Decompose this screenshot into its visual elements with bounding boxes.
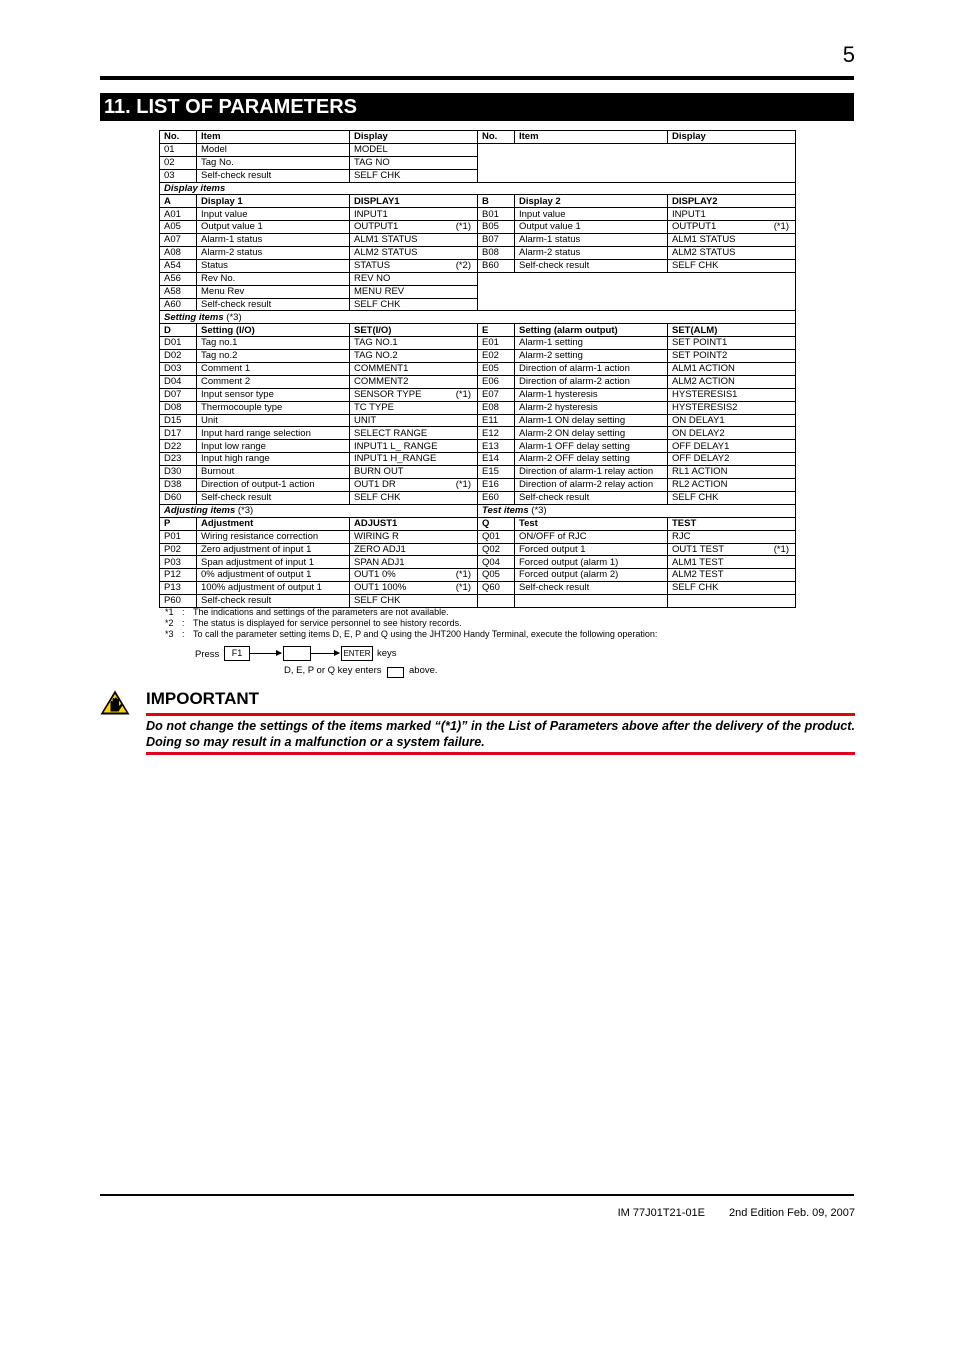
param-display: SPAN ADJ1: [350, 556, 478, 569]
footnote-mark: (*1): [773, 543, 789, 555]
arrow-right-icon: [311, 653, 339, 654]
group-label-text: Adjusting items: [164, 505, 236, 517]
param-no: E01: [478, 337, 515, 350]
group-label-row: [160, 311, 796, 324]
parameter-table: [159, 130, 796, 608]
table-row: [160, 569, 796, 582]
param-display: [350, 569, 478, 582]
param-item: Self-check result: [515, 259, 668, 272]
group-header-cell: Setting (I/O): [197, 324, 350, 337]
group-label: [478, 504, 796, 517]
param-no: D22: [160, 440, 197, 453]
param-display: SELECT RANGE: [350, 427, 478, 440]
param-item: Self-check result: [515, 491, 668, 504]
group-header-cell: Setting (alarm output): [515, 324, 668, 337]
param-no: P01: [160, 530, 197, 543]
param-no: A60: [160, 298, 197, 311]
param-display: TAG NO.2: [350, 350, 478, 363]
param-item: Direction of alarm-2 action: [515, 375, 668, 388]
footnote-text: To call the parameter setting items D, E, P and Q using the JHT200 Handy Terminal, execute the following operation:: [193, 629, 658, 639]
param-item: Status: [197, 259, 350, 272]
group-label-note: (*3): [235, 505, 254, 517]
doc-number: IM 77J01T21-01E: [617, 1207, 706, 1219]
param-no: [478, 595, 515, 608]
param-item: Input value: [197, 208, 350, 221]
column-header: Display: [350, 131, 478, 144]
param-display: TC TYPE: [350, 401, 478, 414]
parameter-table-body: [160, 131, 796, 608]
param-item: Input high range: [197, 453, 350, 466]
important-title: IMPOORTANT: [146, 689, 260, 708]
important-text: Do not change the settings of the items marked “(*1)” in the List of Parameters above after the delivery of the product. Doing so may result in a malfunction or a system failure.: [146, 719, 855, 749]
param-no: 03: [160, 169, 197, 182]
key-sequence-diagram: [195, 645, 495, 681]
footnote-mark: (*1): [773, 221, 789, 233]
footnote-key: *2: [165, 618, 174, 628]
param-no: D60: [160, 491, 197, 504]
param-no: E08: [478, 401, 515, 414]
param-display: BURN OUT: [350, 466, 478, 479]
param-display: INPUT1: [668, 208, 796, 221]
arrow-right-icon: [250, 653, 281, 654]
table-row: [160, 556, 796, 569]
group-label-text: Setting items: [164, 311, 224, 323]
param-no: E06: [478, 375, 515, 388]
param-no: E02: [478, 350, 515, 363]
footnote-colon: :: [182, 618, 185, 628]
param-no: P12: [160, 569, 197, 582]
table-row: [160, 247, 796, 260]
param-display: OFF DELAY1: [668, 440, 796, 453]
param-item: Forced output (alarm 2): [515, 569, 668, 582]
group-header-cell: D: [160, 324, 197, 337]
param-no: E60: [478, 491, 515, 504]
param-display: ALM2 STATUS: [350, 247, 478, 260]
param-no: E15: [478, 466, 515, 479]
param-display: [350, 221, 478, 234]
table-row: [160, 221, 796, 234]
param-no: D08: [160, 401, 197, 414]
param-item: Model: [197, 143, 350, 156]
group-header-cell: SET(ALM): [668, 324, 796, 337]
table-header-row: [160, 131, 796, 144]
footnote-text: The status is displayed for service personnel to see history records.: [193, 618, 462, 628]
top-rule: [100, 76, 854, 80]
param-item: Self-check result: [197, 169, 350, 182]
param-no: Q05: [478, 569, 515, 582]
table-row: [160, 388, 796, 401]
param-item: Wiring resistance correction: [197, 530, 350, 543]
param-no: A05: [160, 221, 197, 234]
param-item: Self-check result: [197, 491, 350, 504]
group-header-cell: ADJUST1: [350, 517, 478, 530]
param-item: Alarm-2 setting: [515, 350, 668, 363]
param-no: A58: [160, 285, 197, 298]
param-display: REV NO: [350, 272, 478, 285]
param-item: Direction of alarm-1 action: [515, 363, 668, 376]
column-header: Item: [515, 131, 668, 144]
param-no: 01: [160, 143, 197, 156]
param-item: Comment 1: [197, 363, 350, 376]
table-row: [160, 363, 796, 376]
footnotes: [165, 607, 657, 640]
group-label-text: Display items: [164, 182, 226, 194]
group-header-row: [160, 517, 796, 530]
param-display: INPUT1: [350, 208, 478, 221]
param-item: Self-check result: [197, 595, 350, 608]
footnote-mark: (*1): [455, 569, 471, 581]
param-display: ZERO ADJ1: [350, 543, 478, 556]
group-header-cell: Display 1: [197, 195, 350, 208]
hand-warning-icon: [100, 690, 130, 715]
param-no: B60: [478, 259, 515, 272]
param-item: Input value: [515, 208, 668, 221]
param-display: SELF CHK: [668, 259, 796, 272]
param-no: D03: [160, 363, 197, 376]
param-display: ALM2 STATUS: [668, 247, 796, 260]
group-label: [160, 182, 796, 195]
param-display: ALM1 STATUS: [668, 234, 796, 247]
param-item: Alarm-1 hysteresis: [515, 388, 668, 401]
param-no: A07: [160, 234, 197, 247]
table-row: [160, 491, 796, 504]
param-item: Alarm-1 status: [515, 234, 668, 247]
param-display: TAG NO.1: [350, 337, 478, 350]
param-no: D07: [160, 388, 197, 401]
param-item: Tag no.2: [197, 350, 350, 363]
table-row: [160, 466, 796, 479]
section-title: 11. LIST OF PARAMETERS: [100, 93, 854, 121]
table-row: [160, 595, 796, 608]
group-header-cell: TEST: [668, 517, 796, 530]
param-display: SET POINT1: [668, 337, 796, 350]
param-display: SELF CHK: [350, 595, 478, 608]
display-value: STATUS: [354, 260, 391, 272]
param-display: [350, 388, 478, 401]
param-item: [515, 595, 668, 608]
param-display: [668, 221, 796, 234]
footnote-mark: (*1): [455, 479, 471, 491]
param-no: 02: [160, 156, 197, 169]
param-item: Output value 1: [515, 221, 668, 234]
param-item: Self-check result: [515, 582, 668, 595]
group-header-row: [160, 195, 796, 208]
param-item: Forced output (alarm 1): [515, 556, 668, 569]
param-item: Alarm-1 setting: [515, 337, 668, 350]
param-no: E14: [478, 453, 515, 466]
key-hint: D, E, P or Q key enters: [284, 665, 382, 676]
param-no: E13: [478, 440, 515, 453]
param-item: Thermocouple type: [197, 401, 350, 414]
footnote-key: *3: [165, 629, 174, 639]
display-value: OUTPUT1: [672, 221, 717, 233]
group-header-cell: A: [160, 195, 197, 208]
footnote: [165, 607, 657, 618]
group-header-cell: Display 2: [515, 195, 668, 208]
param-item: Alarm-1 OFF delay setting: [515, 440, 668, 453]
column-header: Display: [668, 131, 796, 144]
table-row: [160, 375, 796, 388]
param-item: 0% adjustment of output 1: [197, 569, 350, 582]
param-display: RL1 ACTION: [668, 466, 796, 479]
group-label: [160, 504, 478, 517]
above-label: above.: [409, 665, 438, 676]
param-item: 100% adjustment of output 1: [197, 582, 350, 595]
param-no: E16: [478, 479, 515, 492]
group-label-row: [160, 182, 796, 195]
group-label-note: (*3): [528, 505, 547, 517]
footnote-colon: :: [182, 607, 185, 617]
param-display: ALM1 TEST: [668, 556, 796, 569]
param-no: D15: [160, 414, 197, 427]
param-display: SELF CHK: [668, 491, 796, 504]
important-rule-top: [146, 713, 855, 716]
param-no: P02: [160, 543, 197, 556]
group-header-cell: DISPLAY2: [668, 195, 796, 208]
display-value: SENSOR TYPE: [354, 389, 422, 400]
param-no: E05: [478, 363, 515, 376]
param-display: UNIT: [350, 414, 478, 427]
display-value: OUT1 DR: [354, 479, 396, 491]
param-display: INPUT1 H_RANGE: [350, 453, 478, 466]
param-display: TAG NO: [350, 156, 478, 169]
footnote-mark: (*1): [455, 582, 471, 594]
param-display: MODEL: [350, 143, 478, 156]
footnote-mark: (*2): [455, 259, 471, 271]
footnote-key: *1: [165, 607, 174, 617]
footnote-colon: :: [182, 629, 185, 639]
param-display: COMMENT2: [350, 375, 478, 388]
param-display: HYSTERESIS1: [668, 388, 796, 401]
param-display: ON DELAY2: [668, 427, 796, 440]
press-label: Press: [195, 649, 220, 660]
param-display: [350, 479, 478, 492]
param-no: Q01: [478, 530, 515, 543]
param-item: Alarm-1 status: [197, 234, 350, 247]
param-item: Tag No.: [197, 156, 350, 169]
group-header-cell: Q: [478, 517, 515, 530]
param-item: Direction of output-1 action: [197, 479, 350, 492]
param-no: D38: [160, 479, 197, 492]
param-item: Direction of alarm-1 relay action: [515, 466, 668, 479]
table-row: [160, 234, 796, 247]
param-item: Alarm-2 status: [197, 247, 350, 260]
param-no: D17: [160, 427, 197, 440]
param-display: RL2 ACTION: [668, 479, 796, 492]
column-header: No.: [478, 131, 515, 144]
group-label: [160, 311, 796, 324]
param-item: Menu Rev: [197, 285, 350, 298]
page-footer: [618, 1207, 855, 1219]
group-header-cell: P: [160, 517, 197, 530]
group-label-row: [160, 504, 796, 517]
param-item: Self-check result: [197, 298, 350, 311]
param-no: D30: [160, 466, 197, 479]
display-value: OUT1 100%: [354, 582, 407, 594]
footnote: [165, 618, 657, 629]
table-row: [160, 259, 796, 272]
group-header-cell: Adjustment: [197, 517, 350, 530]
footnote-text: The indications and settings of the parameters are not available.: [193, 607, 449, 617]
footnote-mark: (*1): [455, 221, 471, 233]
table-row: [160, 414, 796, 427]
group-header-row: [160, 324, 796, 337]
page-number: 5: [842, 42, 855, 67]
param-no: A08: [160, 247, 197, 260]
table-row: [160, 208, 796, 221]
param-display: SELF CHK: [350, 169, 478, 182]
enter-key: ENTER: [341, 646, 373, 661]
bottom-rule: [100, 1194, 854, 1196]
param-display: COMMENT1: [350, 363, 478, 376]
table-row: [160, 479, 796, 492]
table-row: [160, 453, 796, 466]
table-row: [160, 427, 796, 440]
param-item: ON/OFF of RJC: [515, 530, 668, 543]
param-item: Alarm-2 ON delay setting: [515, 427, 668, 440]
param-no: E12: [478, 427, 515, 440]
param-no: B08: [478, 247, 515, 260]
param-display: SELF CHK: [668, 582, 796, 595]
param-display: INPUT1 L_ RANGE: [350, 440, 478, 453]
param-display: WIRING R: [350, 530, 478, 543]
param-display: ALM2 ACTION: [668, 375, 796, 388]
param-no: B07: [478, 234, 515, 247]
param-display: ALM1 ACTION: [668, 363, 796, 376]
param-no: B05: [478, 221, 515, 234]
param-item: Alarm-2 hysteresis: [515, 401, 668, 414]
param-item: Input low range: [197, 440, 350, 453]
param-no: P60: [160, 595, 197, 608]
param-item: Rev No.: [197, 272, 350, 285]
group-header-cell: Test: [515, 517, 668, 530]
table-row: [160, 582, 796, 595]
group-label-note: (*3): [223, 311, 242, 323]
group-header-cell: DISPLAY1: [350, 195, 478, 208]
param-item: Alarm-2 OFF delay setting: [515, 453, 668, 466]
param-no: A56: [160, 272, 197, 285]
group-header-cell: SET(I/O): [350, 324, 478, 337]
table-row: [160, 530, 796, 543]
param-item: Forced output 1: [515, 543, 668, 556]
param-item: Comment 2: [197, 375, 350, 388]
footnote-mark: (*1): [455, 388, 471, 400]
important-rule-bottom: [146, 752, 855, 755]
param-no: D23: [160, 453, 197, 466]
param-item: Direction of alarm-2 relay action: [515, 479, 668, 492]
param-display: ALM1 STATUS: [350, 234, 478, 247]
param-display: HYSTERESIS2: [668, 401, 796, 414]
empty-cell: [478, 143, 796, 182]
blank-box: [387, 667, 404, 678]
display-value: OUT1 TEST: [672, 543, 725, 555]
param-no: P13: [160, 582, 197, 595]
param-item: Input sensor type: [197, 388, 350, 401]
column-header: Item: [197, 131, 350, 144]
table-row: [160, 440, 796, 453]
param-display: MENU REV: [350, 285, 478, 298]
param-item: Span adjustment of input 1: [197, 556, 350, 569]
param-item: Alarm-2 status: [515, 247, 668, 260]
table-row: [160, 401, 796, 414]
param-display: ALM2 TEST: [668, 569, 796, 582]
param-item: Alarm-1 ON delay setting: [515, 414, 668, 427]
display-value: OUT1 0%: [354, 569, 396, 581]
param-display: OFF DELAY2: [668, 453, 796, 466]
letter-key-blank: [283, 646, 311, 661]
group-header-cell: E: [478, 324, 515, 337]
param-no: D02: [160, 350, 197, 363]
param-no: Q02: [478, 543, 515, 556]
param-display: ON DELAY1: [668, 414, 796, 427]
param-item: Output value 1: [197, 221, 350, 234]
param-no: E11: [478, 414, 515, 427]
keys-label: keys: [377, 648, 397, 659]
param-display: SET POINT2: [668, 350, 796, 363]
empty-cell: [478, 272, 796, 311]
param-display: SELF CHK: [350, 491, 478, 504]
param-item: Unit: [197, 414, 350, 427]
param-no: Q60: [478, 582, 515, 595]
table-row: [160, 337, 796, 350]
param-no: P03: [160, 556, 197, 569]
footnote: [165, 629, 657, 640]
group-label-text: Test items: [482, 505, 529, 517]
param-item: Input hard range selection: [197, 427, 350, 440]
param-no: E07: [478, 388, 515, 401]
param-item: Zero adjustment of input 1: [197, 543, 350, 556]
param-no: B01: [478, 208, 515, 221]
f1-key: F1: [224, 646, 250, 661]
param-display: RJC: [668, 530, 796, 543]
param-item: Tag no.1: [197, 337, 350, 350]
param-display: [350, 259, 478, 272]
param-display: [668, 595, 796, 608]
table-row: [160, 143, 796, 156]
edition-date: 2nd Edition Feb. 09, 2007: [729, 1207, 855, 1219]
param-no: A01: [160, 208, 197, 221]
param-item: Burnout: [197, 466, 350, 479]
param-display: SELF CHK: [350, 298, 478, 311]
group-header-cell: B: [478, 195, 515, 208]
display-value: OUTPUT1: [354, 221, 399, 233]
param-no: Q04: [478, 556, 515, 569]
param-display: [668, 543, 796, 556]
param-no: A54: [160, 259, 197, 272]
param-no: D01: [160, 337, 197, 350]
param-no: D04: [160, 375, 197, 388]
column-header: No.: [160, 131, 197, 144]
table-row: [160, 272, 796, 285]
table-row: [160, 350, 796, 363]
table-row: [160, 543, 796, 556]
param-display: [350, 582, 478, 595]
